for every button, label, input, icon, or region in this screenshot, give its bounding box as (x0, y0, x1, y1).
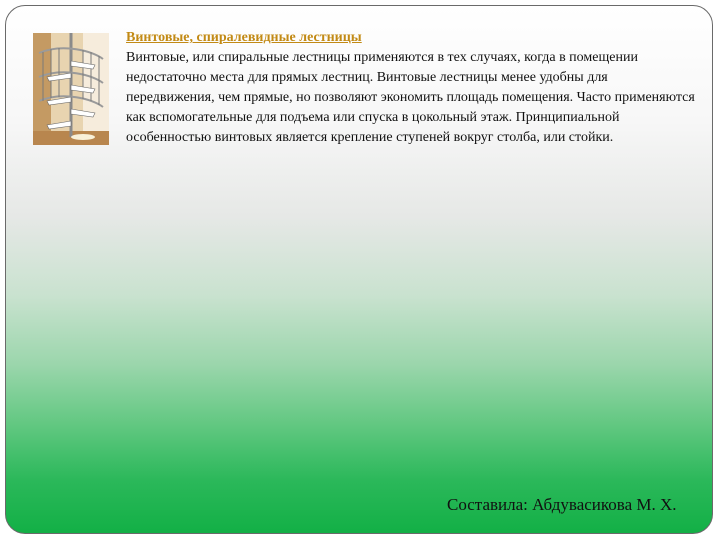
author-credit: Составила: Абдувасикова М. Х. (447, 495, 677, 514)
content-panel (5, 5, 713, 534)
title-link[interactable]: Винтовые, спиралевидные лестницы (126, 30, 362, 45)
spiral-staircase-photo (33, 33, 109, 145)
body-paragraph: Винтовые, или спиральные лестницы применяются в тех случаях, когда в помещении недостаточно места для прямых лестниц. Винтовые лестницы менее удобны для передвижения, чем прямые, но позволяют экономить площадь помещения. Часто применяются как вспомогательные для подъема или спуска в цокольный этаж. Принципиальной особенностью винтовых является крепление ступеней вокруг столба, или стойки. (126, 50, 695, 145)
